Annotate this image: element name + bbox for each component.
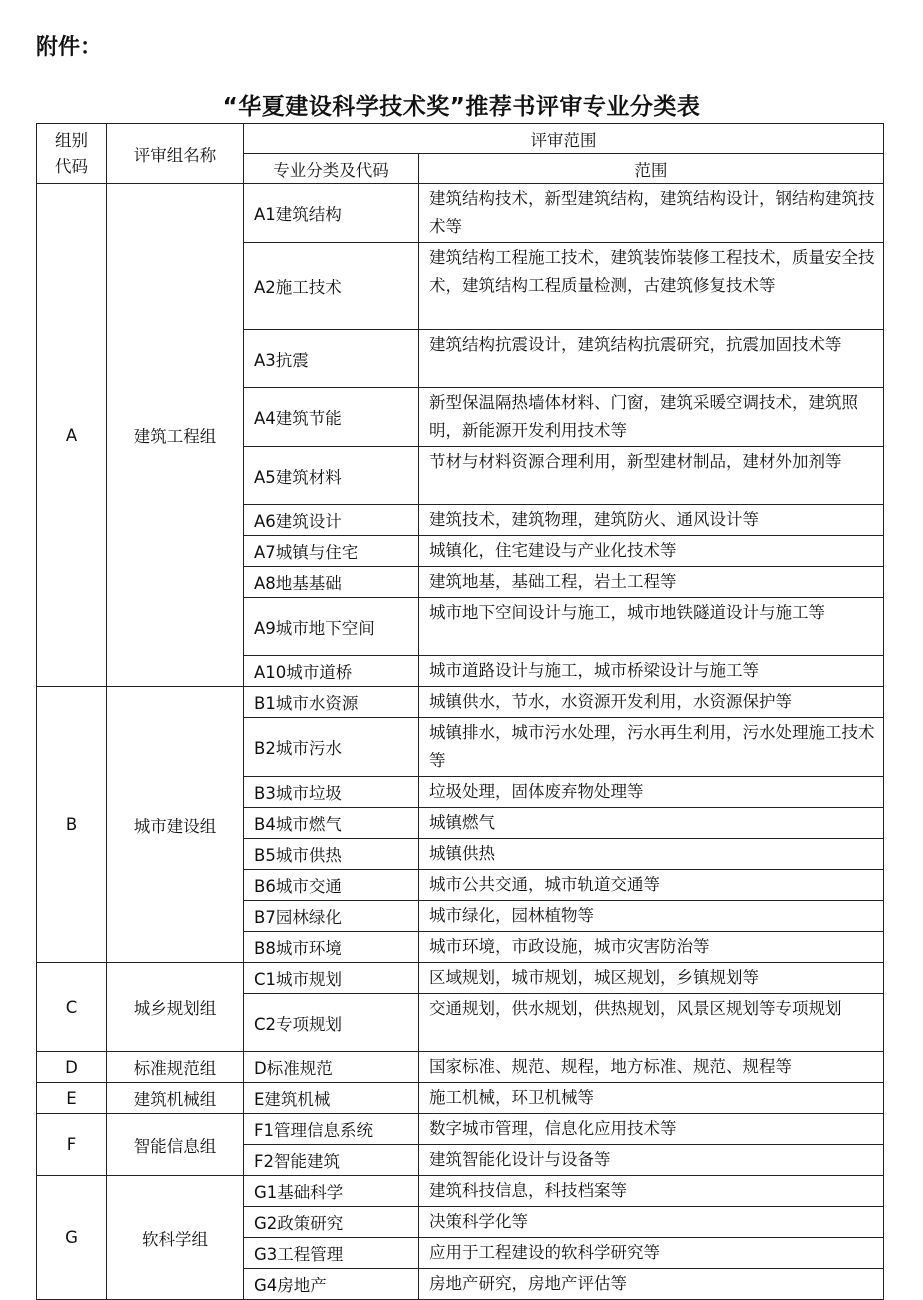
specialty-cell: A1建筑结构 <box>244 184 419 243</box>
range-cell: 建筑结构工程施工技术，建筑装饰装修工程技术，质量安全技术，建筑结构工程质量检测，古建筑修复技术等 <box>419 243 884 330</box>
specialty-cell: A7城镇与住宅 <box>244 536 419 567</box>
classification-table <box>36 123 884 1300</box>
range-cell: 建筑地基，基础工程，岩土工程等 <box>419 567 884 598</box>
range-cell: 房地产研究，房地产评估等 <box>419 1269 884 1300</box>
specialty-cell: A4建筑节能 <box>244 388 419 447</box>
specialty-cell: A6建筑设计 <box>244 505 419 536</box>
specialty-cell: G1基础科学 <box>244 1176 419 1207</box>
range-cell: 决策科学化等 <box>419 1207 884 1238</box>
table-row <box>37 1114 884 1145</box>
range-cell: 新型保温隔热墙体材料、门窗，建筑采暖空调技术，建筑照明，新能源开发利用技术等 <box>419 388 884 447</box>
range-cell: 城镇供水，节水，水资源开发利用，水资源保护等 <box>419 687 884 718</box>
group-code-cell: D <box>37 1052 107 1083</box>
range-cell: 建筑智能化设计与设备等 <box>419 1145 884 1176</box>
specialty-cell: A8地基基础 <box>244 567 419 598</box>
table-row <box>37 184 884 243</box>
group-code-cell: A <box>37 184 107 687</box>
specialty-cell: B1城市水资源 <box>244 687 419 718</box>
range-cell: 数字城市管理，信息化应用技术等 <box>419 1114 884 1145</box>
table-row <box>37 963 884 994</box>
group-name-cell: 智能信息组 <box>107 1114 244 1176</box>
group-code-cell: E <box>37 1083 107 1114</box>
specialty-cell: G3工程管理 <box>244 1238 419 1269</box>
specialty-cell: E建筑机械 <box>244 1083 419 1114</box>
table-body <box>37 184 884 1300</box>
group-code-cell: C <box>37 963 107 1052</box>
specialty-cell: B6城市交通 <box>244 870 419 901</box>
range-cell: 城市地下空间设计与施工，城市地铁隧道设计与施工等 <box>419 598 884 656</box>
specialty-cell: A3抗震 <box>244 330 419 388</box>
header-scope: 评审范围 <box>244 124 884 154</box>
group-name-cell: 标准规范组 <box>107 1052 244 1083</box>
specialty-cell: A5建筑材料 <box>244 447 419 505</box>
table-row <box>37 1052 884 1083</box>
range-cell: 应用于工程建设的软科学研究等 <box>419 1238 884 1269</box>
header-group-code: 组别 代码 <box>37 124 107 184</box>
group-code-cell: G <box>37 1176 107 1300</box>
header-specialty: 专业分类及代码 <box>244 154 419 184</box>
specialty-cell: F1管理信息系统 <box>244 1114 419 1145</box>
group-name-cell: 城乡规划组 <box>107 963 244 1052</box>
range-cell: 建筑技术，建筑物理，建筑防火、通风设计等 <box>419 505 884 536</box>
table-row <box>37 687 884 718</box>
document-title: “华夏建设科学技术奖”推荐书评审专业分类表 <box>222 94 701 120</box>
specialty-cell: B4城市燃气 <box>244 808 419 839</box>
specialty-cell: D标准规范 <box>244 1052 419 1083</box>
specialty-cell: B8城市环境 <box>244 932 419 963</box>
group-name-cell: 城市建设组 <box>107 687 244 963</box>
table-row <box>37 1083 884 1114</box>
specialty-cell: C2专项规划 <box>244 994 419 1052</box>
range-cell: 节材与材料资源合理利用，新型建材制品，建材外加剂等 <box>419 447 884 505</box>
specialty-cell: B7园林绿化 <box>244 901 419 932</box>
specialty-cell: B3城市垃圾 <box>244 777 419 808</box>
specialty-cell: B2城市污水 <box>244 718 419 777</box>
range-cell: 城市环境，市政设施，城市灾害防治等 <box>419 932 884 963</box>
range-cell: 建筑结构抗震设计，建筑结构抗震研究，抗震加固技术等 <box>419 330 884 388</box>
group-name-cell: 软科学组 <box>107 1176 244 1300</box>
range-cell: 城市公共交通，城市轨道交通等 <box>419 870 884 901</box>
group-code-cell: F <box>37 1114 107 1176</box>
group-code-cell: B <box>37 687 107 963</box>
range-cell: 垃圾处理，固体废弃物处理等 <box>419 777 884 808</box>
range-cell: 国家标准、规范、规程，地方标准、规范、规程等 <box>419 1052 884 1083</box>
range-cell: 建筑科技信息，科技档案等 <box>419 1176 884 1207</box>
group-name-cell: 建筑工程组 <box>107 184 244 687</box>
range-cell: 城镇燃气 <box>419 808 884 839</box>
specialty-cell: A9城市地下空间 <box>244 598 419 656</box>
range-cell: 城镇化，住宅建设与产业化技术等 <box>419 536 884 567</box>
specialty-cell: B5城市供热 <box>244 839 419 870</box>
specialty-cell: F2智能建筑 <box>244 1145 419 1176</box>
specialty-cell: A10城市道桥 <box>244 656 419 687</box>
range-cell: 交通规划，供水规划，供热规划，风景区规划等专项规划 <box>419 994 884 1052</box>
range-cell: 施工机械，环卫机械等 <box>419 1083 884 1114</box>
range-cell: 建筑结构技术，新型建筑结构，建筑结构设计，钢结构建筑技术等 <box>419 184 884 243</box>
specialty-cell: G2政策研究 <box>244 1207 419 1238</box>
specialty-cell: G4房地产 <box>244 1269 419 1300</box>
group-name-cell: 建筑机械组 <box>107 1083 244 1114</box>
range-cell: 区域规划，城市规划，城区规划，乡镇规划等 <box>419 963 884 994</box>
header-group-name: 评审组名称 <box>107 124 244 184</box>
specialty-cell: C1城市规划 <box>244 963 419 994</box>
range-cell: 城市道路设计与施工，城市桥梁设计与施工等 <box>419 656 884 687</box>
range-cell: 城镇供热 <box>419 839 884 870</box>
range-cell: 城镇排水，城市污水处理，污水再生利用，污水处理施工技术等 <box>419 718 884 777</box>
table-row <box>37 1176 884 1207</box>
specialty-cell: A2施工技术 <box>244 243 419 330</box>
header-range: 范围 <box>419 154 884 184</box>
range-cell: 城市绿化，园林植物等 <box>419 901 884 932</box>
attachment-label: 附件： <box>36 35 103 60</box>
